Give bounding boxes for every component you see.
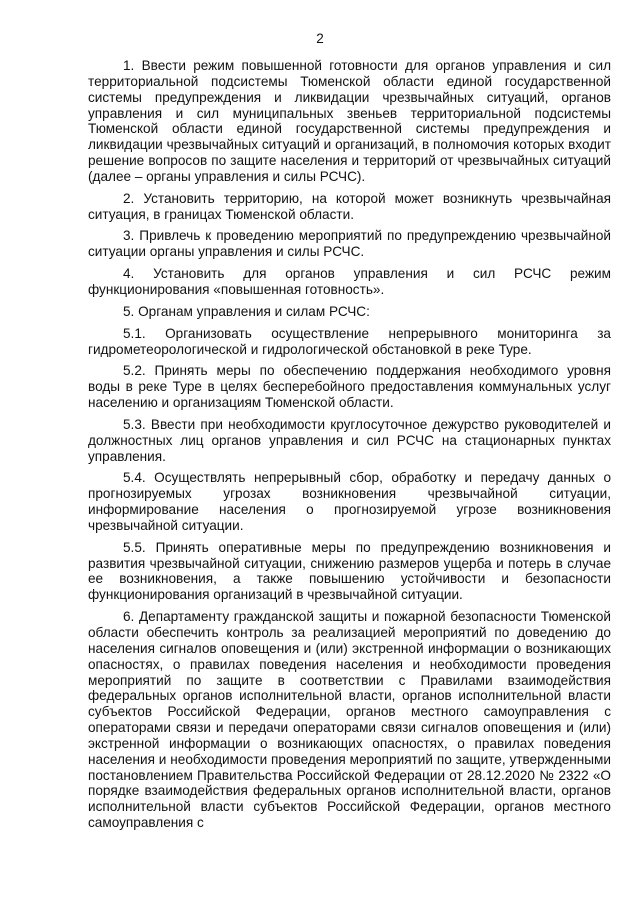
paragraph-5-5: 5.5. Принять оперативные меры по предупреждению возникновения и развития чрезвычайной ситуации, снижению размеров ущерба и потерь в случае ее возникновения, а также повышению устойчивости и безопасности функционирования организаций в чрезвычайной ситуации. <box>88 539 611 603</box>
paragraph-6: 6. Департаменту гражданской защиты и пожарной безопасности Тюменской области обеспечить контроль за реализацией мероприятий по доведению до населения сигналов оповещения и (или) экстренной информации о возникающих опасностях, о правилах поведения населения и необходимости проведения мероприятий по защите в соответствии с Правилами взаимодействия федеральных органов исполнительной власти, органов исполнительной власти субъектов Российской Федерации, органов местного самоуправления с операторами связи и передачи операторами связи сигналов оповещения и (или) экстренной информации о возникающих опасностях, о правилах поведения населения и необходимости проведения мероприятий по защите, утвержденными постановлением Правительства Российской Федерации от 28.12.2020 № 2322 «О порядке взаимодействия федеральных органов исполнительной власти, органов исполнительной власти субъектов Российской Федерации, органов местного самоуправления с <box>88 609 611 831</box>
paragraph-5-2: 5.2. Принять меры по обеспечению поддержания необходимого уровня воды в реке Туре в целях бесперебойного предоставления коммунальных услуг населению и организациям Тюменской области. <box>88 363 611 411</box>
paragraph-5-3: 5.3. Ввести при необходимости круглосуточное дежурство руководителей и должностных лиц органов управления и сил РСЧС на стационарных пунктах управления. <box>88 416 611 464</box>
paragraph-3: 3. Привлечь к проведению мероприятий по предупреждению чрезвычайной ситуации органы управления и силы РСЧС. <box>88 228 611 260</box>
paragraph-5-4: 5.4. Осуществлять непрерывный сбор, обработку и передачу данных о прогнозируемых угрозах возникновения чрезвычайной ситуации, информирование населения о прогнозируемой угрозе возникновения чрезвычайной ситуации. <box>88 470 611 533</box>
document-body <box>88 58 611 837</box>
paragraph-5-1: 5.1. Организовать осуществление непрерывного мониторинга за гидрометеорологической и гидрологической обстановкой в реке Туре. <box>88 325 611 357</box>
paragraph-2: 2. Установить территорию, на которой может возникнуть чрезвычайная ситуация, в границах Тюменской области. <box>88 190 611 222</box>
paragraph-5: 5. Органам управления и силам РСЧС: <box>123 303 370 319</box>
paragraph-1: 1. Ввести режим повышенной готовности для органов управления и сил территориальной подсистемы Тюменской области единой государственной системы предупреждения и ликвидации чрезвычайных ситуаций, органов управления и сил муниципальных звеньев территориальной подсистемы Тюменской области единой государственной системы предупреждения и ликвидации чрезвычайных ситуаций и организаций, в полномочия которых входит решение вопросов по защите населения и территорий от чрезвычайных ситуаций (далее – органы управления и силы РСЧС). <box>88 58 611 184</box>
paragraph-4: 4. Установить для органов управления и сил РСЧС режим функционирования «повышенная готовность». <box>88 266 611 297</box>
page-number: 2 <box>316 31 324 46</box>
